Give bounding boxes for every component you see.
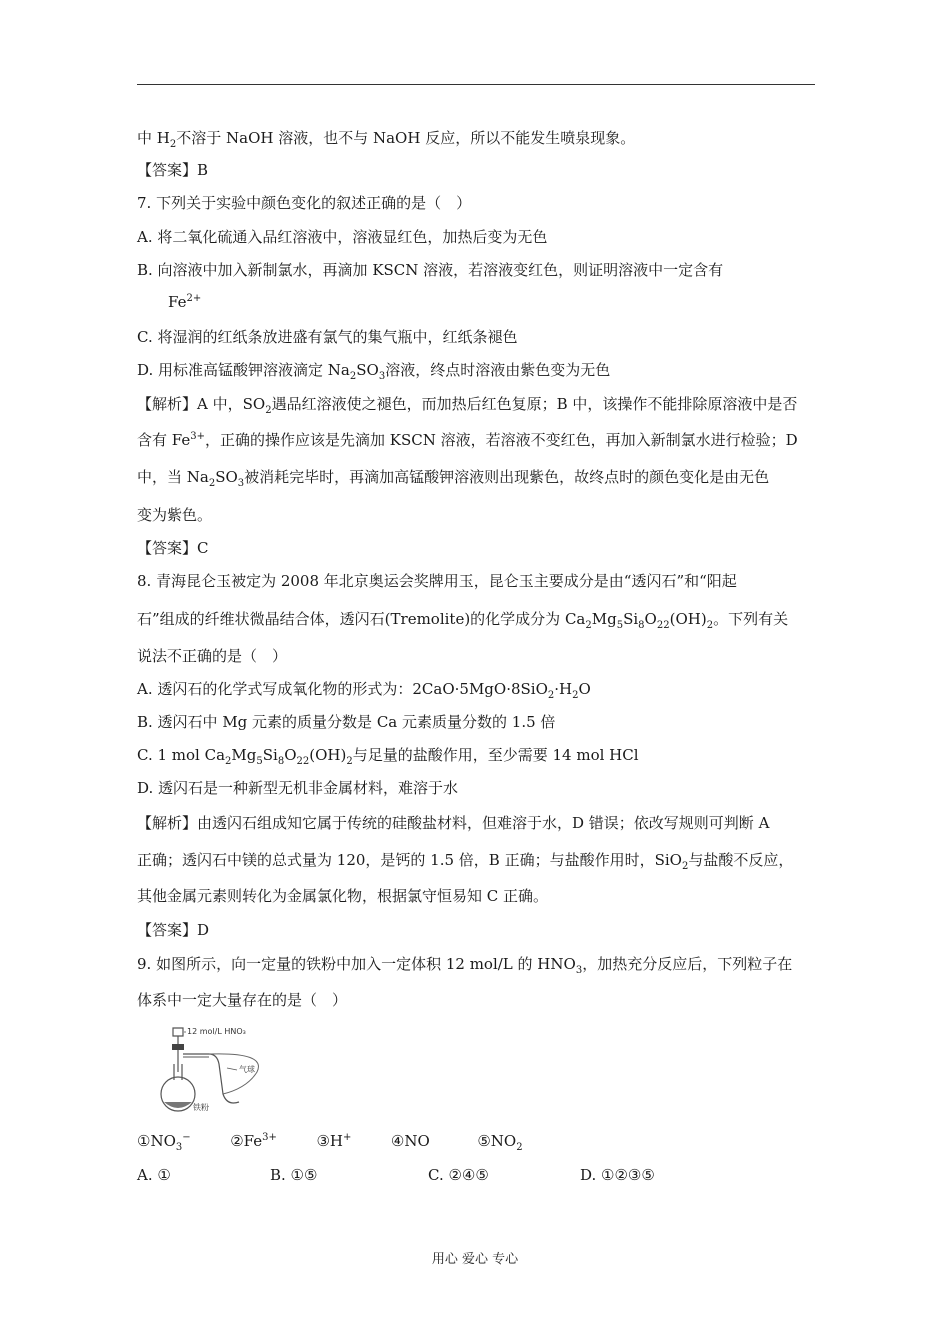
acid-label: 12 mol/L HNO₃	[187, 1027, 246, 1036]
particle-5: $⑤NO_2$	[477, 1132, 523, 1153]
q7-option-d: D. 用标准高锰酸钾溶液滴定 $Na_2SO_3$溶液，终点时溶液由紫色变为无色	[137, 361, 611, 382]
q8-stem-line1: 8. 青海昆仑玉被定为 2008 年北京奥运会奖牌用玉，昆仑玉主要成分是由“透闪石”和“阳起	[137, 572, 737, 590]
particle-3: ③H+	[316, 1132, 352, 1150]
q7-stem: 7. 下列关于实验中颜色变化的叙述正确的是（ ）	[137, 194, 472, 212]
q8-option-a: A. 透闪石的化学式写成氧化物的形式为：$2CaO\cdot 5MgO\cdot 8SiO_2\cdot H_2O$	[137, 680, 591, 701]
q9-option-c: C. ②④⑤	[428, 1166, 489, 1184]
flask-apparatus-diagram	[147, 1024, 317, 1114]
q8-analysis-line2: 正确；透闪石中镁的总式量为 120，是钙的 1.5 倍，B 正确；与盐酸作用时，SiO$_2$与盐酸不反应，	[137, 851, 794, 872]
particle-2: $②Fe^{3+}$	[230, 1132, 277, 1150]
q9-stem-line2: 体系中一定大量存在的是（ ）	[137, 991, 348, 1009]
particle-1: $①NO_3^-$	[137, 1132, 191, 1153]
q9-option-d: D. ①②③⑤	[580, 1166, 655, 1184]
header-rule	[137, 84, 815, 85]
q6-answer: 【答案】B	[137, 161, 209, 179]
q7-option-b: B. 向溶液中加入新制氯水，再滴加 KSCN 溶液，若溶液变红色，则证明溶液中一定含有	[137, 261, 724, 279]
q9-option-b: B. ①⑤	[270, 1166, 318, 1184]
q9-option-a: A. ①	[137, 1166, 171, 1184]
q9-stem-line1: 9. 如图所示，向一定量的铁粉中加入一定体积 12 mol/L 的 $HNO_3$，加热充分反应后，下列粒子在	[137, 955, 793, 976]
page-footer: 用心 爱心 专心	[431, 1252, 519, 1267]
q8-stem-line2: 石”组成的纤维状微晶结合体，透闪石(Tremolite)的化学成分为 $Ca_2Mg_5Si_8O_{22}(OH)_2$。下列有关	[137, 610, 789, 631]
q7-analysis-line1: 【解析】A 中，$SO_2$遇品红溶液使之褪色，而加热后红色复原；B 中，该操作不能排除原溶液中是否	[137, 395, 798, 416]
q8-option-b: B. 透闪石中 Mg 元素的质量分数是 Ca 元素质量分数的 1.5 倍	[137, 713, 556, 731]
q8-analysis-line3: 其他金属元素则转化为金属氯化物，根据氯守恒易知 C 正确。	[137, 887, 549, 905]
q8-option-c: C. 1 mol $Ca_2Mg_5Si_8O_{22}(OH)_2$与足量的盐酸作用，至少需要 14 mol HCl	[137, 746, 639, 767]
q8-stem-line3: 说法不正确的是（ ）	[137, 647, 288, 665]
q7-analysis-line4: 变为紫色。	[137, 506, 213, 524]
q7-option-a: A. 将二氧化硫通入品红溶液中，溶液显红色，加热后变为无色	[137, 228, 548, 246]
q6-explanation-tail: 中 $H_2$不溶于 NaOH 溶液，也不与 NaOH 反应，所以不能发生喷泉现象。	[137, 129, 636, 150]
q9-particles	[137, 1131, 523, 1151]
q7-analysis-line3: 中，当 $Na_2SO_3$被消耗完毕时，再滴加高锰酸钾溶液则出现紫色，故终点时的颜色变化是由无色	[137, 468, 770, 489]
balloon-label: 气球	[239, 1065, 255, 1074]
particle-4: ④NO	[390, 1132, 430, 1150]
q8-option-d: D. 透闪石是一种新型无机非金属材料，难溶于水	[137, 779, 459, 797]
iron-powder-label: 铁粉	[193, 1103, 209, 1112]
q8-analysis-line1: 【解析】由透闪石组成知它属于传统的硅酸盐材料，但难溶于水，D 错误；依改写规则可判断 A	[137, 814, 770, 832]
q7-option-c: C. 将湿润的红纸条放进盛有氯气的集气瓶中，红纸条褪色	[137, 328, 518, 346]
q7-option-b-cont: $Fe^{2+}$	[168, 293, 202, 311]
q8-answer: 【答案】D	[137, 921, 210, 939]
q7-analysis-line2: 含有 $Fe^{3+}$，正确的操作应该是先滴加 KSCN 溶液，若溶液不变红色，再加入新制氯水进行检验；D	[137, 431, 798, 449]
q7-answer: 【答案】C	[137, 539, 209, 557]
apparatus-figure	[147, 1024, 317, 1114]
